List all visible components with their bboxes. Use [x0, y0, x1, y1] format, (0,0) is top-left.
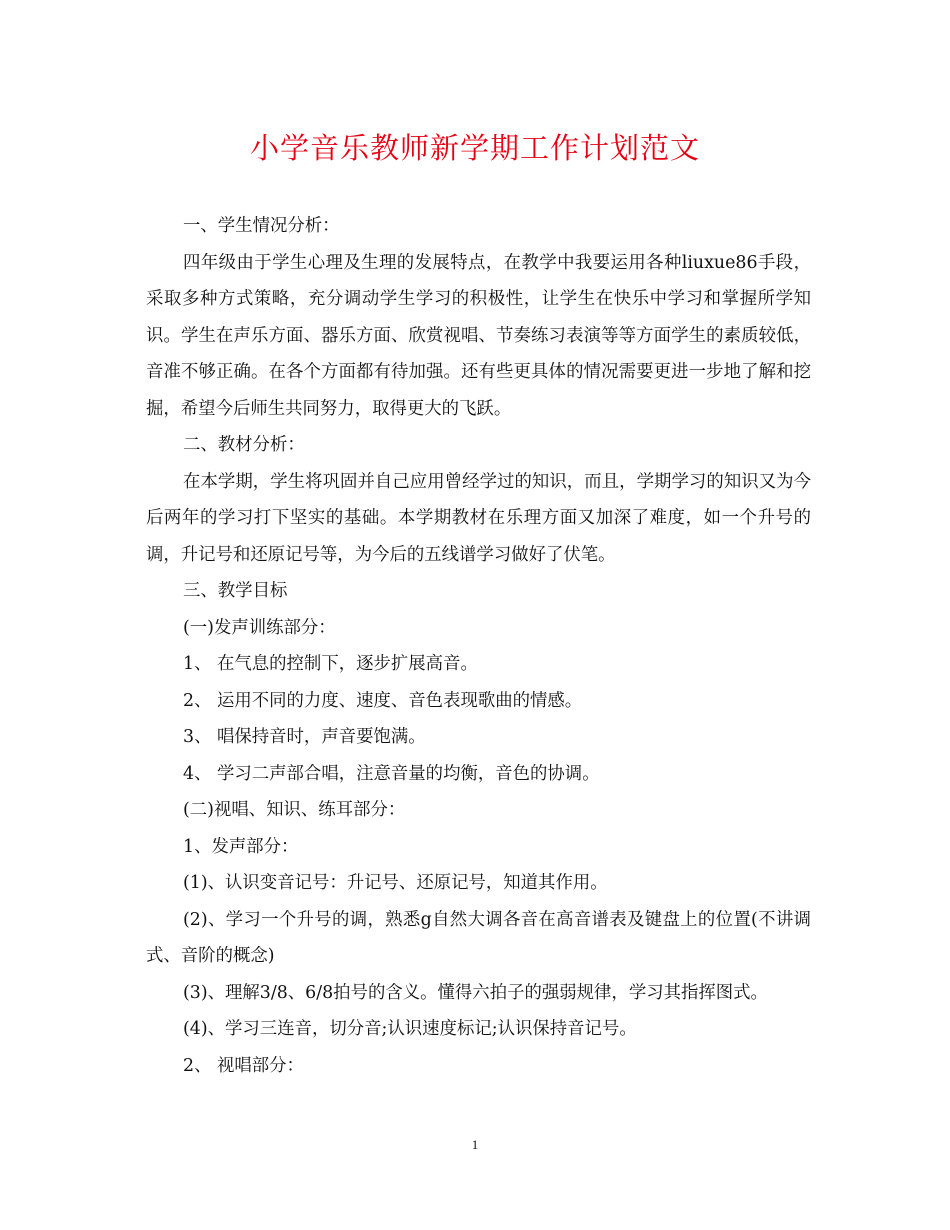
subsection-heading-sightsinging: (二)视唱、知识、练耳部分： [183, 800, 406, 820]
paragraph-student-analysis: 四年级由于学生心理及生理的发展特点，在教学中我要运用各种liuxue86手段，采取多种方式策略，充分调动学生学习的积极性，让学生在快乐中学习和掌握所学知识。学生在声乐方面、器乐方面、欣赏视唱、节奏练习表演等等方面学生的素质较低，音准不够正确。在各个方面都有待加强。还有些更具体的情况需要更进一步地了解和挖掘，希望今后师生共同努力，取得更大的飞跃。 [146, 252, 811, 419]
list-heading-sightsinging-part: 2、 视唱部分： [183, 1055, 304, 1076]
subsection-heading-vocal: (一)发声训练部分： [183, 617, 336, 638]
page-number: 1 [471, 1137, 479, 1152]
list-item: (4)、学习三连音，切分音;认识速度标记;认识保持音记号。 [183, 1019, 637, 1039]
list-item: (1)、认识变音记号：升记号、还原记号，知道其作用。 [183, 873, 608, 893]
list-item: 4、 学习二声部合唱，注意音量的均衡，音色的协调。 [183, 763, 600, 784]
list-item: 3、 唱保持音时，声音要饱满。 [183, 727, 426, 747]
list-heading-vocal-part: 1、发声部分： [183, 836, 299, 857]
list-item: 1、 在气息的控制下，逐步扩展高音。 [183, 654, 478, 674]
document-title: 小学音乐教师新学期工作计划范文 [249, 131, 700, 165]
section-heading-2: 二、教材分析： [183, 435, 305, 455]
list-item: 2、 运用不同的力度、速度、音色表现歌曲的情感。 [183, 690, 583, 711]
list-item: (3)、理解3/8、6/8拍号的含义。懂得六拍子的强弱规律，学习其指挥图式。 [183, 982, 768, 1003]
paragraph-textbook-analysis: 在本学期，学生将巩固并自己应用曾经学过的知识，而且，学期学习的知识又为今后两年的学习打下坚实的基础。本学期教材在乐理方面又加深了难度，如一个升号的调，升记号和还原记号等，为今后的五线谱学习做好了伏笔。 [146, 471, 811, 565]
document-body [146, 208, 811, 1084]
list-item: (2)、学习一个升号的调，熟悉g自然大调各音在高音谱表及键盘上的位置(不讲调式、音阶的概念) [146, 909, 811, 966]
section-heading-1: 一、学生情况分析： [183, 216, 340, 236]
section-heading-3: 三、教学目标 [183, 581, 288, 601]
